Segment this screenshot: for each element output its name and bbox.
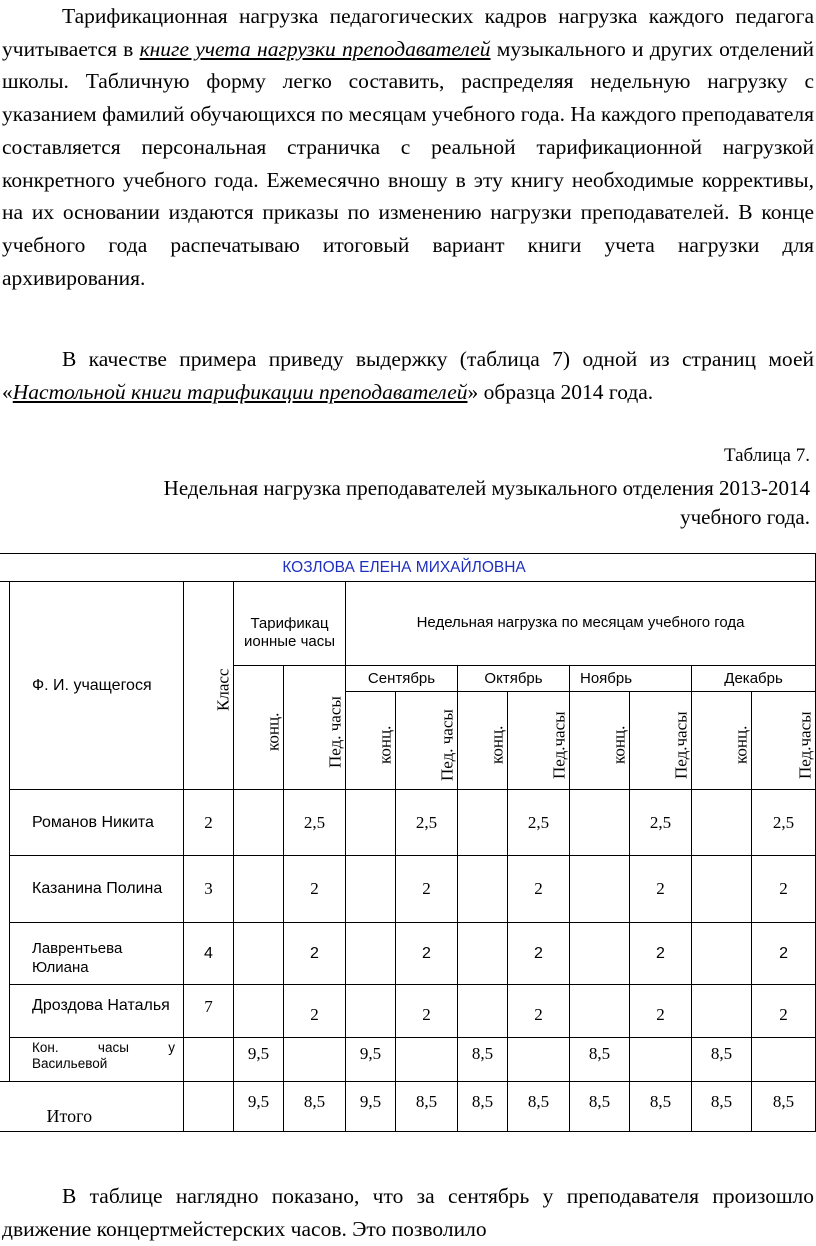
header-nov-konc: конц. [570,692,630,790]
total-sep-konc: 9,5 [346,1082,396,1132]
nov-konc: 8,5 [570,1038,630,1082]
student-name: Дроздова Наталья [10,985,184,1038]
intro-text-rest: музыкального и других отделений школы. Табличную форму легко составить, распределяя недельную нагрузку с указанием фамилий обучающихся по месяцам учебного года. На каждого преподавателя составляется персональная страничка с реальной тарификационной нагрузкой конкретного учебного года. Ежемесячно вношу в эту книгу необходимые коррективы, на их основании издаются приказы по изменению нагрузки преподавателей. В конце учебного года распечатываю итоговый вариант книги учета нагрузки для архивирования. [2,36,815,290]
table-number: Таблица 7. [723,445,810,466]
intro-paragraph [2,0,814,294]
left-margin-cell [0,582,10,1082]
example-paragraph [2,343,814,408]
total-oct-konc: 8,5 [458,1082,508,1132]
oct-konc: 8,5 [458,1038,508,1082]
konc-hours-row [0,1038,816,1082]
book-reference: книге учета нагрузки преподавателей [139,36,491,61]
tariff-ped: 2 [284,856,346,923]
nov-ped: 2 [630,985,692,1038]
nov-ped: 2,5 [630,790,692,856]
total-nov-ped: 8,5 [630,1082,692,1132]
header-student-name: Ф. И. учащегося [10,582,184,790]
total-dec-ped: 8,5 [752,1082,816,1132]
header-tariff-hours: Тарификац ионные часы [234,582,346,666]
tariff-ped: 2 [284,985,346,1038]
student-class: 7 [184,985,234,1038]
student-name: Лаврентьева Юлиана [10,923,184,985]
student-class: 3 [184,856,234,923]
header-oct-konc: конц. [458,692,508,790]
tariff-konc: 9,5 [234,1038,284,1082]
dec-konc: 8,5 [692,1038,752,1082]
header-dec-konc: конц. [692,692,752,790]
header-month-september: Сентябрь [346,666,458,692]
student-name: Казанина Полина [10,856,184,923]
table-row [0,985,816,1038]
student-class: 4 [184,923,234,985]
header-month-october: Октябрь [458,666,570,692]
load-table [0,553,816,1132]
tariff-ped: 2,5 [284,790,346,856]
table-row [0,856,816,923]
total-oct-ped: 8,5 [508,1082,570,1132]
header-month-november: Ноябрь [570,666,692,692]
oct-ped: 2 [508,985,570,1038]
header-tariff-ped: Пед. часы [284,666,346,790]
nov-ped: 2 [630,856,692,923]
header-sep-konc: конц. [346,692,396,790]
total-tariff-ped: 8,5 [284,1082,346,1132]
header-class: Класс [184,582,234,790]
total-tariff-konc: 9,5 [234,1082,284,1132]
sep-ped: 2 [396,923,458,985]
header-dec-ped: Пед.часы [752,692,816,790]
oct-ped: 2,5 [508,790,570,856]
sep-ped: 2 [396,856,458,923]
handbook-reference: Настольной книги тарификации преподавателей [12,379,468,404]
sep-ped: 2 [396,985,458,1038]
total-dec-konc: 8,5 [692,1082,752,1132]
conclusion-paragraph [2,1180,814,1245]
student-class: 2 [184,790,234,856]
dec-ped: 2,5 [752,790,816,856]
sep-konc: 9,5 [346,1038,396,1082]
header-month-december: Декабрь [692,666,816,692]
intro-text: Тарификационная нагрузка педагогических кадров нагрузка каждого педагога учитывается в [2,4,814,61]
dec-ped: 2 [752,985,816,1038]
header-weekly-load: Недельная нагрузка по месяцам учебного года [346,582,816,666]
header-nov-ped: Пед.часы [630,692,692,790]
table-title: Недельная нагрузка преподавателей музыкального отделения 2013-2014 учебного года. [163,476,810,529]
student-name: Романов Никита [10,790,184,856]
tariff-ped: 2 [284,923,346,985]
teacher-name: КОЗЛОВА ЕЛЕНА МИХАЙЛОВНА [0,554,816,582]
header-oct-ped: Пед.часы [508,692,570,790]
total-nov-konc: 8,5 [570,1082,630,1132]
table-row [0,923,816,985]
sep-ped: 2,5 [396,790,458,856]
total-label: Итого [0,1082,184,1132]
example-text-start: В качестве примера приведу выдержку (таблица 7) одной из страниц моей « [2,347,814,404]
dec-ped: 2 [752,856,816,923]
total-row [0,1082,816,1132]
header-tariff-konc: конц. [234,666,284,790]
oct-ped: 2 [508,923,570,985]
konc-hours-label: Кон. часы у Васильевой [10,1038,184,1082]
nov-ped: 2 [630,923,692,985]
header-sep-ped: Пед. часы [396,692,458,790]
conclusion-text: В таблице наглядно показано, что за сентябрь у преподавателя произошло движение концертмейстерских часов. Это позволило [2,1184,814,1241]
total-sep-ped: 8,5 [396,1082,458,1132]
dec-ped: 2 [752,923,816,985]
table-row [0,790,816,856]
example-text-end: » образца 2014 года. [467,379,654,404]
oct-ped: 2 [508,856,570,923]
